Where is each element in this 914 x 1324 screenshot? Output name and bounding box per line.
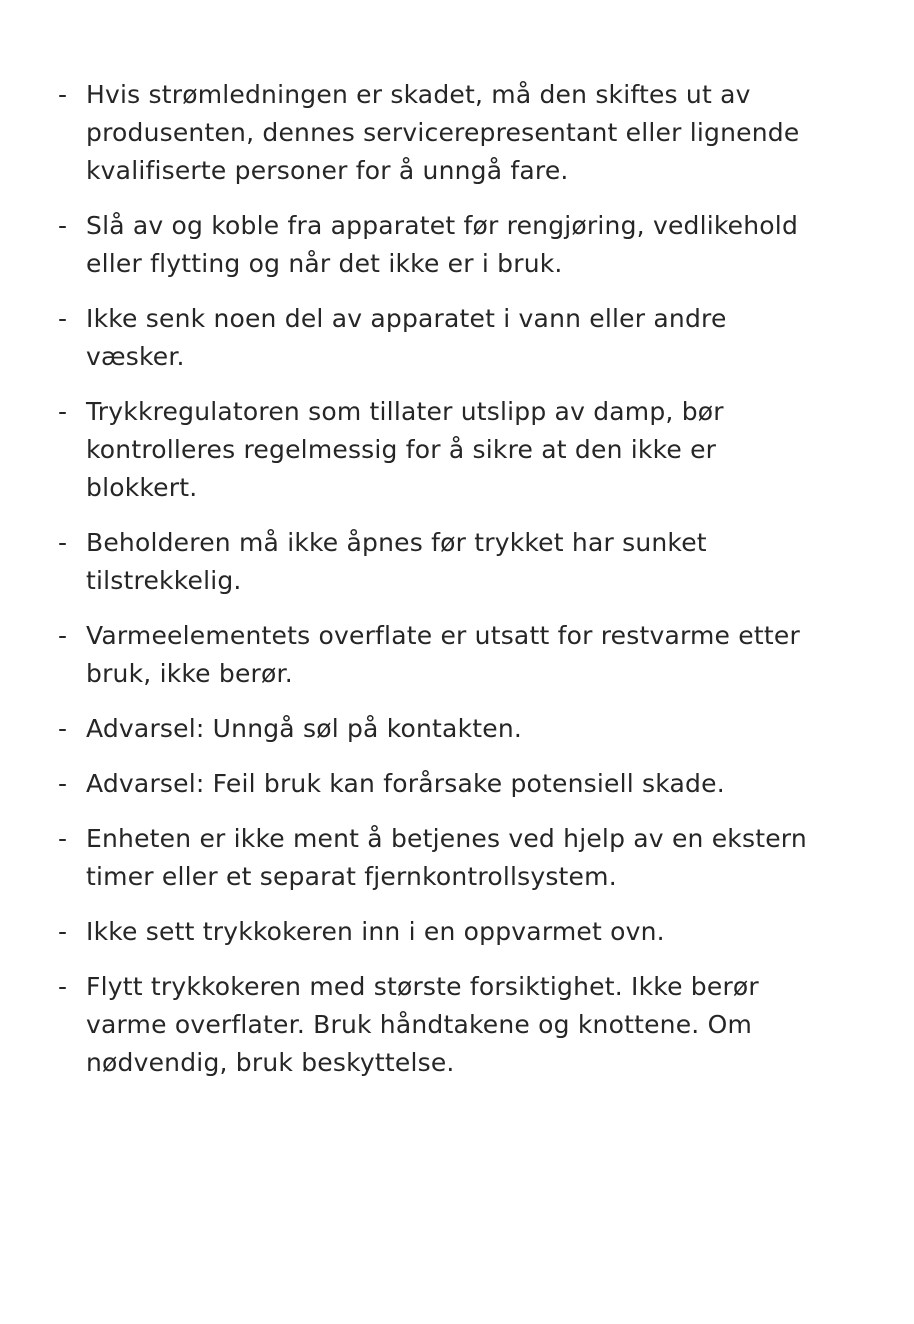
list-item (56, 524, 896, 600)
text-line: Varmeelementets overflate er utsatt for restvarme etter (86, 621, 800, 650)
bullet-dash: - (58, 824, 68, 853)
list-item (56, 765, 896, 803)
list-item-text (86, 617, 896, 693)
list-item (56, 300, 896, 376)
list-item (56, 710, 896, 748)
text-line: Trykkregulatoren som tillater utslipp av damp, bør (86, 397, 724, 426)
text-line: Advarsel: Unngå søl på kontakten. (86, 714, 523, 743)
text-line: bruk, ikke berør. (86, 659, 293, 688)
text-line: tilstrekkelig. (86, 566, 242, 595)
text-line: timer eller et separat fjernkontrollsystem. (86, 862, 617, 891)
list-item-text (86, 393, 896, 507)
bullet-dash: - (58, 304, 68, 333)
list-item (56, 820, 896, 896)
bullet-dash: - (58, 528, 68, 557)
text-line: Ikke senk noen del av apparatet i vann eller andre (86, 304, 727, 333)
text-line: kontrolleres regelmessig for å sikre at den ikke er (86, 435, 717, 464)
text-line: Enheten er ikke ment å betjenes ved hjelp av en ekstern (86, 824, 807, 853)
list-item (56, 913, 896, 951)
text-line: eller flytting og når det ikke er i bruk. (86, 249, 563, 278)
text-line: nødvendig, bruk beskyttelse. (86, 1048, 455, 1077)
list-item-text (86, 207, 896, 283)
list-item (56, 207, 896, 283)
text-line: varme overflater. Bruk håndtakene og knottene. Om (86, 1010, 753, 1039)
list-item-text (86, 710, 896, 748)
text-line: Ikke sett trykkokeren inn i en oppvarmet ovn. (86, 917, 665, 946)
text-line: Slå av og koble fra apparatet før rengjøring, vedlikehold (86, 211, 799, 240)
bullet-dash: - (58, 211, 68, 240)
bullet-dash: - (58, 972, 68, 1001)
safety-instructions-list (56, 76, 896, 1099)
list-item (56, 76, 896, 190)
list-item-text (86, 820, 896, 896)
list-item (56, 617, 896, 693)
list-item-text (86, 913, 896, 951)
bullet-dash: - (58, 769, 68, 798)
text-line: blokkert. (86, 473, 198, 502)
bullet-dash: - (58, 714, 68, 743)
text-line: Hvis strømledningen er skadet, må den skiftes ut av (86, 80, 751, 109)
text-line: kvalifiserte personer for å unngå fare. (86, 156, 569, 185)
list-item-text (86, 300, 896, 376)
list-item (56, 968, 896, 1082)
list-item-text (86, 765, 896, 803)
bullet-dash: - (58, 397, 68, 426)
text-line: Flytt trykkokeren med største forsiktighet. Ikke berør (86, 972, 759, 1001)
list-item-text (86, 524, 896, 600)
text-line: produsenten, dennes servicerepresentant eller lignende (86, 118, 800, 147)
bullet-dash: - (58, 80, 68, 109)
text-line: væsker. (86, 342, 185, 371)
list-item (56, 393, 896, 507)
text-line: Advarsel: Feil bruk kan forårsake potensiell skade. (86, 769, 725, 798)
text-line: Beholderen må ikke åpnes før trykket har sunket (86, 528, 707, 557)
bullet-dash: - (58, 621, 68, 650)
list-item-text (86, 968, 896, 1082)
bullet-dash: - (58, 917, 68, 946)
list-item-text (86, 76, 896, 190)
